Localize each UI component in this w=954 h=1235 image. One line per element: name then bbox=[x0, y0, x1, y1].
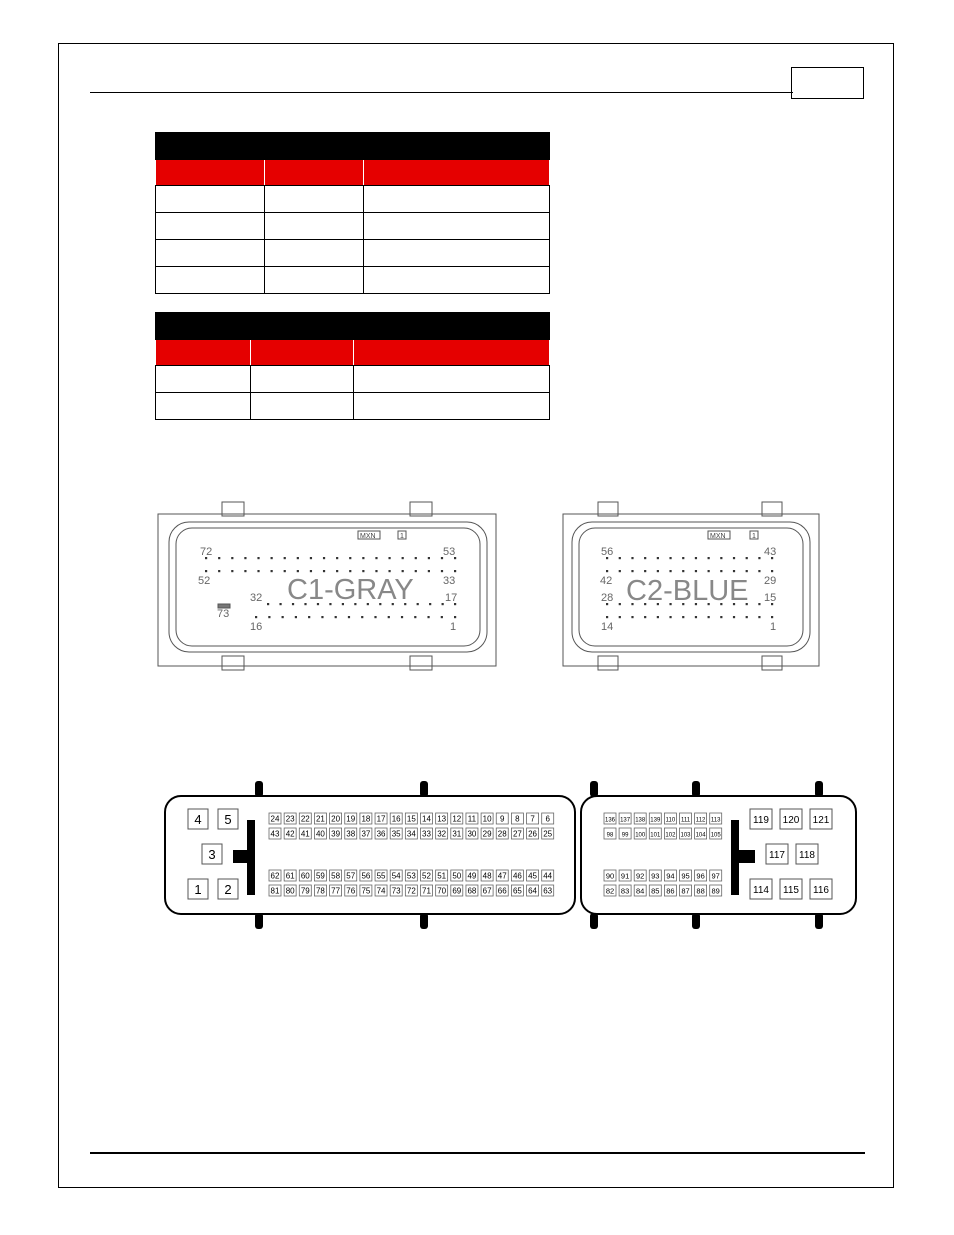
pin-hole bbox=[720, 557, 722, 559]
pin-label: 8 bbox=[515, 814, 520, 824]
pin-label: 23 bbox=[285, 814, 295, 824]
pin-label: 33 bbox=[422, 829, 431, 839]
pin-label: 90 bbox=[605, 871, 615, 881]
c1-label-33: 33 bbox=[443, 575, 456, 587]
pin-label: 37 bbox=[361, 829, 371, 839]
pin-hole bbox=[297, 557, 299, 559]
pin-label: 35 bbox=[391, 829, 401, 839]
pin-hole bbox=[669, 616, 671, 618]
pin-hole bbox=[414, 616, 416, 618]
pin-117: 117 bbox=[769, 850, 785, 861]
pin-hole bbox=[375, 570, 377, 572]
pin-hole bbox=[279, 603, 281, 605]
pin-hole bbox=[415, 557, 417, 559]
pin-5: 5 bbox=[224, 812, 232, 827]
pin-hole bbox=[336, 557, 338, 559]
pin-label: 95 bbox=[681, 871, 690, 881]
pin-hole bbox=[442, 603, 444, 605]
pin-hole bbox=[733, 570, 735, 572]
pin-label: 101 bbox=[650, 832, 661, 839]
pin-label: 138 bbox=[635, 817, 646, 824]
pin-label: 92 bbox=[636, 871, 645, 881]
pin-label: 55 bbox=[376, 871, 386, 881]
pin-label: 42 bbox=[285, 829, 295, 839]
pin-hole bbox=[271, 570, 273, 572]
pin-label: 25 bbox=[543, 829, 553, 839]
pin-label: 69 bbox=[452, 886, 462, 896]
c2-one-tag: 1 bbox=[752, 533, 756, 540]
c1-label-17: 17 bbox=[445, 592, 458, 604]
pin-hole bbox=[454, 570, 456, 572]
pin-label: 81 bbox=[270, 886, 280, 896]
pin-label: 89 bbox=[711, 886, 720, 896]
c1-title: C1-GRAY bbox=[287, 574, 414, 606]
pin-hole bbox=[417, 603, 419, 605]
pin-hole bbox=[441, 570, 443, 572]
pin-hole bbox=[374, 616, 376, 618]
pin-hole bbox=[231, 557, 233, 559]
pin-label: 52 bbox=[422, 871, 431, 881]
pin-label: 18 bbox=[361, 814, 371, 824]
pin-label: 84 bbox=[636, 886, 645, 896]
pin-label: 110 bbox=[665, 817, 676, 824]
pin-hole bbox=[733, 557, 735, 559]
pin-label: 31 bbox=[452, 829, 462, 839]
pin-hole bbox=[619, 570, 621, 572]
pin-label: 76 bbox=[346, 886, 356, 896]
pin-label: 24 bbox=[270, 814, 280, 824]
pin-label: 46 bbox=[512, 871, 522, 881]
pin-hole bbox=[402, 557, 404, 559]
pin-hole bbox=[257, 557, 259, 559]
pin-label: 86 bbox=[666, 886, 675, 896]
pin-label: 104 bbox=[695, 832, 706, 839]
pin-121: 121 bbox=[812, 815, 830, 826]
pin-hole bbox=[428, 557, 430, 559]
pin-hole bbox=[758, 616, 760, 618]
pin-hole bbox=[708, 616, 710, 618]
pin-label: 66 bbox=[497, 886, 507, 896]
pin-hole bbox=[231, 570, 233, 572]
pin-label: 50 bbox=[452, 871, 462, 881]
pin-label: 16 bbox=[391, 814, 401, 824]
pin-hole bbox=[644, 570, 646, 572]
pin-hole bbox=[349, 557, 351, 559]
c1-label-53: 53 bbox=[443, 546, 456, 558]
pin-hole bbox=[606, 570, 608, 572]
pin-label: 21 bbox=[315, 814, 325, 824]
pin-hole bbox=[321, 616, 323, 618]
pin-label: 57 bbox=[346, 871, 356, 881]
pin-hole bbox=[758, 603, 760, 605]
pin-label: 91 bbox=[620, 871, 630, 881]
pin-hole bbox=[771, 616, 773, 618]
pin-hole bbox=[695, 570, 697, 572]
pin-label: 99 bbox=[621, 832, 629, 839]
pin-label: 75 bbox=[361, 886, 371, 896]
pin-hole bbox=[375, 557, 377, 559]
c2-label-42: 42 bbox=[600, 575, 613, 587]
c2-label-29: 29 bbox=[764, 575, 777, 587]
pin-hole bbox=[310, 557, 312, 559]
pin-label: 65 bbox=[512, 886, 522, 896]
pin-label: 51 bbox=[437, 871, 447, 881]
pin-label: 45 bbox=[528, 871, 538, 881]
pin-hole bbox=[708, 570, 710, 572]
pin-hole bbox=[682, 616, 684, 618]
pin-label: 74 bbox=[376, 886, 386, 896]
pin-hole bbox=[427, 616, 429, 618]
pin-label: 41 bbox=[300, 829, 310, 839]
pin-label: 105 bbox=[710, 832, 721, 839]
pin-label: 10 bbox=[482, 814, 492, 824]
pin-label: 72 bbox=[406, 886, 416, 896]
pin-label: 73 bbox=[391, 886, 401, 896]
pin-hole bbox=[644, 616, 646, 618]
pin-hole bbox=[708, 557, 710, 559]
c1-label-16: 16 bbox=[250, 621, 263, 633]
pin-label: 63 bbox=[543, 886, 553, 896]
pin-hole bbox=[362, 570, 364, 572]
pin-label: 113 bbox=[710, 817, 721, 824]
c2-label-43: 43 bbox=[764, 546, 777, 558]
pin-119: 119 bbox=[753, 815, 769, 826]
pin-label: 82 bbox=[605, 886, 615, 896]
pin-hole bbox=[361, 616, 363, 618]
pin-label: 14 bbox=[422, 814, 431, 824]
pin-hole bbox=[758, 557, 760, 559]
pin-label: 100 bbox=[635, 832, 646, 839]
pin-label: 77 bbox=[331, 886, 341, 896]
pin-hole bbox=[631, 570, 633, 572]
pin-label: 7 bbox=[530, 814, 535, 824]
pin-hole bbox=[282, 616, 284, 618]
pin-label: 19 bbox=[346, 814, 356, 824]
pin-label: 53 bbox=[406, 871, 416, 881]
pin-label: 98 bbox=[606, 832, 614, 839]
pin-label: 70 bbox=[437, 886, 447, 896]
pin-hole bbox=[669, 557, 671, 559]
pin-hole bbox=[348, 616, 350, 618]
pin-3: 3 bbox=[208, 847, 216, 862]
pin-label: 28 bbox=[497, 829, 507, 839]
pin-hole bbox=[657, 570, 659, 572]
pin-label: 85 bbox=[651, 886, 660, 896]
pin-hole bbox=[746, 557, 748, 559]
pin-hole bbox=[284, 570, 286, 572]
pin-hole bbox=[310, 570, 312, 572]
pin-label: 62 bbox=[270, 871, 280, 881]
pin-hole bbox=[257, 570, 259, 572]
pin-hole bbox=[619, 616, 621, 618]
pin-hole bbox=[429, 603, 431, 605]
pin-label: 112 bbox=[695, 817, 706, 824]
pin-hole bbox=[720, 570, 722, 572]
pin-label: 78 bbox=[315, 886, 325, 896]
pin-hole bbox=[428, 570, 430, 572]
c2-label-1: 1 bbox=[770, 621, 777, 633]
pin-hole bbox=[323, 570, 325, 572]
pin-label: 27 bbox=[512, 829, 522, 839]
pin-label: 94 bbox=[666, 871, 675, 881]
pin-116: 116 bbox=[813, 885, 829, 896]
pin-label: 60 bbox=[300, 871, 310, 881]
pin-label: 83 bbox=[620, 886, 630, 896]
pin-label: 54 bbox=[391, 871, 401, 881]
c1-mxn-tag: MXN bbox=[360, 533, 376, 540]
pin-label: 102 bbox=[665, 832, 676, 839]
c2-title: C2-BLUE bbox=[626, 575, 749, 607]
c1-label-1: 1 bbox=[450, 621, 457, 633]
pin-hole bbox=[733, 616, 735, 618]
pin-label: 9 bbox=[500, 814, 505, 824]
pin-label: 47 bbox=[497, 871, 507, 881]
pin-hole bbox=[218, 570, 220, 572]
pin-label: 71 bbox=[422, 886, 431, 896]
pin-hole bbox=[771, 570, 773, 572]
pin-label: 64 bbox=[528, 886, 538, 896]
pin-hole bbox=[682, 557, 684, 559]
pin-2: 2 bbox=[224, 882, 232, 897]
pin-hole bbox=[669, 570, 671, 572]
c1-label-52: 52 bbox=[198, 575, 211, 587]
pin-hole bbox=[388, 616, 390, 618]
pin-label: 103 bbox=[680, 832, 691, 839]
c2-label-56: 56 bbox=[601, 546, 614, 558]
pin-hole bbox=[323, 557, 325, 559]
pin-hole bbox=[297, 570, 299, 572]
pin-hole bbox=[644, 557, 646, 559]
pin-label: 17 bbox=[376, 814, 386, 824]
pin-hole bbox=[415, 570, 417, 572]
pin-hole bbox=[657, 557, 659, 559]
pin-label: 68 bbox=[467, 886, 477, 896]
pin-hole bbox=[631, 616, 633, 618]
pin-label: 36 bbox=[376, 829, 386, 839]
pin-hole bbox=[758, 570, 760, 572]
pin-label: 61 bbox=[285, 871, 295, 881]
pin-label: 79 bbox=[300, 886, 310, 896]
pin-label: 80 bbox=[285, 886, 295, 896]
pin-label: 56 bbox=[361, 871, 371, 881]
pin-label: 29 bbox=[482, 829, 492, 839]
pin-label: 22 bbox=[300, 814, 310, 824]
pin-label: 88 bbox=[696, 886, 705, 896]
pin-hole bbox=[657, 616, 659, 618]
pin-label: 67 bbox=[482, 886, 492, 896]
pin-hole bbox=[295, 616, 297, 618]
pin-hole bbox=[244, 557, 246, 559]
pin-hole bbox=[267, 603, 269, 605]
pin-114: 114 bbox=[753, 885, 769, 896]
pin-label: 43 bbox=[270, 829, 280, 839]
pin-hole bbox=[284, 557, 286, 559]
pin-label: 34 bbox=[406, 829, 416, 839]
pin-label: 58 bbox=[331, 871, 341, 881]
pin-hole bbox=[218, 557, 220, 559]
pin-hole bbox=[746, 616, 748, 618]
pin-115: 115 bbox=[783, 885, 799, 896]
pin-hole bbox=[682, 570, 684, 572]
pin-label: 20 bbox=[331, 814, 341, 824]
pin-label: 87 bbox=[681, 886, 690, 896]
pin-hole bbox=[631, 557, 633, 559]
pinout-left-block bbox=[165, 781, 575, 929]
pin-label: 97 bbox=[711, 871, 720, 881]
pin-hole bbox=[720, 616, 722, 618]
pin-label: 139 bbox=[650, 817, 661, 824]
pin-label: 13 bbox=[437, 814, 447, 824]
pin-hole bbox=[695, 616, 697, 618]
pin-hole bbox=[271, 557, 273, 559]
pin-label: 96 bbox=[696, 871, 705, 881]
pin-hole bbox=[695, 557, 697, 559]
pin-label: 136 bbox=[604, 817, 616, 824]
pin-120: 120 bbox=[782, 815, 800, 826]
pin-label: 26 bbox=[528, 829, 538, 839]
pin-1: 1 bbox=[194, 882, 202, 897]
pin-label: 11 bbox=[467, 814, 477, 824]
c1-one-tag: 1 bbox=[400, 533, 404, 540]
pin-label: 48 bbox=[482, 871, 492, 881]
c1-label-72: 72 bbox=[200, 546, 213, 558]
pin-hole bbox=[255, 616, 257, 618]
c1-label-73: 73 bbox=[217, 608, 230, 620]
pin-4: 4 bbox=[194, 812, 202, 827]
pin-hole bbox=[746, 570, 748, 572]
pin-hole bbox=[308, 616, 310, 618]
c2-label-15: 15 bbox=[764, 592, 777, 604]
pin-hole bbox=[268, 616, 270, 618]
pin-hole bbox=[619, 557, 621, 559]
pin-label: 15 bbox=[406, 814, 416, 824]
pin-118: 118 bbox=[799, 850, 815, 861]
pin-label: 40 bbox=[315, 829, 325, 839]
pin-label: 111 bbox=[680, 817, 691, 824]
pin-hole bbox=[454, 616, 456, 618]
pin-hole bbox=[362, 557, 364, 559]
c2-label-28: 28 bbox=[601, 592, 614, 604]
pin-hole bbox=[388, 557, 390, 559]
pin-label: 32 bbox=[437, 829, 447, 839]
pin-hole bbox=[205, 570, 207, 572]
pin-label: 137 bbox=[620, 817, 631, 824]
pin-label: 39 bbox=[331, 829, 341, 839]
pin-label: 49 bbox=[467, 871, 477, 881]
pin-hole bbox=[388, 570, 390, 572]
pin-hole bbox=[606, 616, 608, 618]
pin-hole bbox=[401, 616, 403, 618]
pin-hole bbox=[349, 570, 351, 572]
pin-label: 59 bbox=[315, 871, 325, 881]
pin-hole bbox=[335, 616, 337, 618]
pin-label: 6 bbox=[545, 814, 550, 824]
pin-hole bbox=[619, 603, 621, 605]
pin-label: 30 bbox=[467, 829, 477, 839]
pin-hole bbox=[244, 570, 246, 572]
pin-hole bbox=[336, 570, 338, 572]
c1-label-32: 32 bbox=[250, 592, 263, 604]
c2-label-14: 14 bbox=[601, 621, 614, 633]
pin-label: 93 bbox=[651, 871, 660, 881]
pin-hole bbox=[402, 570, 404, 572]
c2-mxn-tag: MXN bbox=[710, 533, 726, 540]
pin-label: 38 bbox=[346, 829, 356, 839]
pin-hole bbox=[441, 616, 443, 618]
pin-label: 44 bbox=[543, 871, 553, 881]
pin-label: 12 bbox=[452, 814, 462, 824]
